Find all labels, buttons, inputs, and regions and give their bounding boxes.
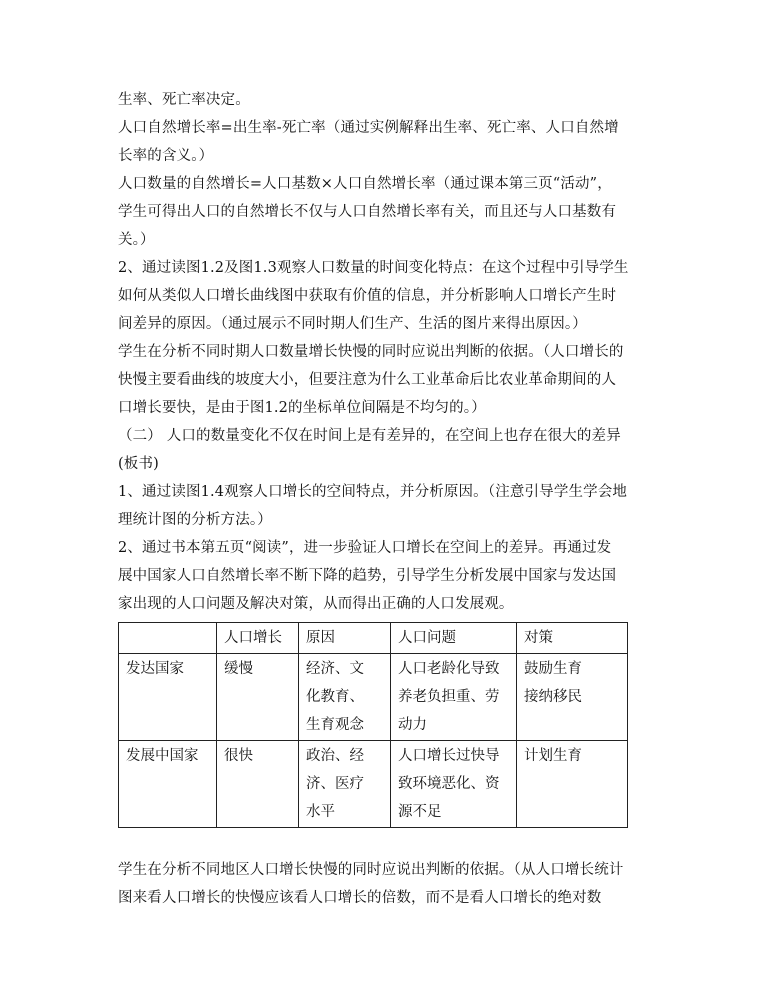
growth-cell: 缓慢 bbox=[217, 654, 299, 741]
cell-text: 源不足 bbox=[398, 804, 442, 820]
table-row bbox=[119, 741, 628, 828]
text-line: 展中国家人口自然增长率不断下降的趋势，引导学生分析发展中国家与发达国 bbox=[118, 568, 617, 584]
table-header-cell: 原因 bbox=[299, 623, 391, 654]
table-header-cell bbox=[119, 623, 217, 654]
country-cell: 发展中国家 bbox=[119, 741, 217, 828]
paragraphs-bottom bbox=[118, 856, 658, 912]
cell-text: 经济、文 bbox=[306, 661, 364, 677]
cell-text: 水平 bbox=[306, 804, 335, 820]
cell-text: 鼓励生育 bbox=[524, 661, 582, 677]
comparison-table bbox=[118, 622, 628, 828]
table-header-cell: 对策 bbox=[517, 623, 628, 654]
problem-cell bbox=[391, 741, 517, 828]
table-header-row bbox=[119, 623, 628, 654]
text-line: 图来看人口增长的快慢应该看人口增长的倍数，而不是看人口增长的绝对数 bbox=[118, 890, 602, 906]
measure-cell bbox=[517, 654, 628, 741]
text-line: 1、通过读图1.4观察人口增长的空间特点，并分析原因。（注意引导学生学会地 bbox=[118, 484, 628, 500]
section-heading: （二） 人口的数量变化不仅在时间上是有差异的，在空间上也存在很大的差异 bbox=[118, 428, 621, 444]
text-line: 学生在分析不同时期人口数量增长快慢的同时应说出判断的依据。（人口增长的 bbox=[118, 344, 624, 360]
cell-text: 化教育、 bbox=[306, 689, 364, 705]
text-line: 学生在分析不同地区人口增长快慢的同时应说出判断的依据。（从人口增长统计 bbox=[118, 862, 624, 878]
table-header-cell: 人口增长 bbox=[217, 623, 299, 654]
document-page bbox=[118, 86, 658, 912]
table-header-cell: 人口问题 bbox=[391, 623, 517, 654]
text-line: 2、通过读图1.2及图1.3观察人口数量的时间变化特点：在这个过程中引导学生 bbox=[118, 260, 629, 276]
measure-cell bbox=[517, 741, 628, 828]
text-line: 2、通过书本第五页“阅读”，进一步验证人口增长在空间上的差异。再通过发 bbox=[118, 540, 612, 556]
reason-cell bbox=[299, 741, 391, 828]
text-line: (板书) bbox=[118, 456, 159, 472]
text-line: 家出现的人口问题及解决对策，从而得出正确的人口发展观。 bbox=[118, 596, 514, 612]
text-line: 生率、死亡率决定。 bbox=[118, 92, 250, 108]
reason-cell bbox=[299, 654, 391, 741]
text-line: 人口自然增长率=出生率-死亡率（通过实例解释出生率、死亡率、人口自然增 bbox=[118, 120, 619, 136]
text-line: 学生可得出人口的自然增长不仅与人口自然增长率有关，而且还与人口基数有 bbox=[118, 204, 617, 220]
cell-text: 养老负担重、劳 bbox=[398, 689, 500, 705]
cell-text: 生育观念 bbox=[306, 717, 364, 733]
text-line: 人口数量的自然增长=人口基数×人口自然增长率（通过课本第三页“活动”， bbox=[118, 176, 612, 192]
cell-text: 计划生育 bbox=[524, 748, 582, 764]
cell-text: 动力 bbox=[398, 717, 427, 733]
paragraphs-top bbox=[118, 86, 658, 618]
text-line: 口增长要快，是由于图1.2的坐标单位间隔是不均匀的。） bbox=[118, 400, 486, 416]
blank-line bbox=[118, 828, 658, 856]
text-line: 关。） bbox=[118, 232, 155, 248]
cell-text: 致环境恶化、资 bbox=[398, 776, 500, 792]
cell-text: 人口老龄化导致 bbox=[398, 661, 500, 677]
cell-text: 济、医疗 bbox=[306, 776, 364, 792]
problem-cell bbox=[391, 654, 517, 741]
text-line: 快慢主要看曲线的坡度大小，但要注意为什么工业革命后比农业革命期间的人 bbox=[118, 372, 617, 388]
text-line: 如何从类似人口增长曲线图中获取有价值的信息，并分析影响人口增长产生时 bbox=[118, 288, 617, 304]
cell-text: 人口增长过快导 bbox=[398, 748, 500, 764]
country-cell: 发达国家 bbox=[119, 654, 217, 741]
text-line: 间差异的原因。（通过展示不同时期人们生产、生活的图片来得出原因。） bbox=[118, 316, 587, 332]
table-row bbox=[119, 654, 628, 741]
growth-cell: 很快 bbox=[217, 741, 299, 828]
text-line: 长率的含义。） bbox=[118, 148, 214, 164]
cell-text: 政治、经 bbox=[306, 748, 364, 764]
text-line: 理统计图的分析方法。） bbox=[118, 512, 272, 528]
cell-text: 接纳移民 bbox=[524, 689, 582, 705]
